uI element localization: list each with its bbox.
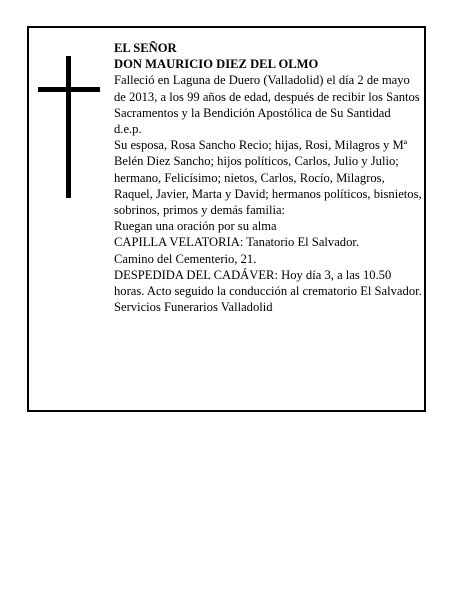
- notice-title: EL SEÑOR: [114, 41, 177, 55]
- deceased-name: DON MAURICIO DIEZ DEL OLMO: [114, 57, 319, 72]
- death-details: Falleció en Laguna de Duero (Valladolid) el día 2 de mayo de 2013, a los 99 años de edad, después de recibir los Santos Sacramentos y la Bendición Apostólica de Su Santidad: [114, 73, 420, 120]
- obituary-notice: [27, 26, 426, 412]
- cross-horizontal-bar: [38, 87, 100, 92]
- cross-icon: [38, 56, 100, 198]
- farewell-info: DESPEDIDA DEL CADÁVER: Hoy día 3, a las 10.50 horas. Acto seguido la conducción al crematorio El Salvador.: [114, 267, 422, 299]
- cross-vertical-bar: [66, 56, 71, 198]
- prayer-request: Ruegan una oración por su alma: [114, 219, 277, 234]
- chapel-info: CAPILLA VELATORIA: Tanatorio El Salvador.: [114, 235, 360, 250]
- rip-abbreviation: d.e.p.: [114, 122, 142, 137]
- chapel-address: Camino del Cementerio, 21.: [114, 251, 257, 266]
- funeral-services: Servicios Funerarios Valladolid: [114, 300, 273, 315]
- family-list: Su esposa, Rosa Sancho Recio; hijas, Rosi, Milagros y Mª Belén Diez Sancho; hijos políticos, Carlos, Julio y Julio; hermano, Felicísimo; nietos, Carlos, Rocío, Milagros, Raquel, Javier, Marta y David; hermanos políticos, bisnietos, sobrinos, primos y demás familia:: [114, 138, 422, 218]
- obituary-text: [114, 40, 424, 315]
